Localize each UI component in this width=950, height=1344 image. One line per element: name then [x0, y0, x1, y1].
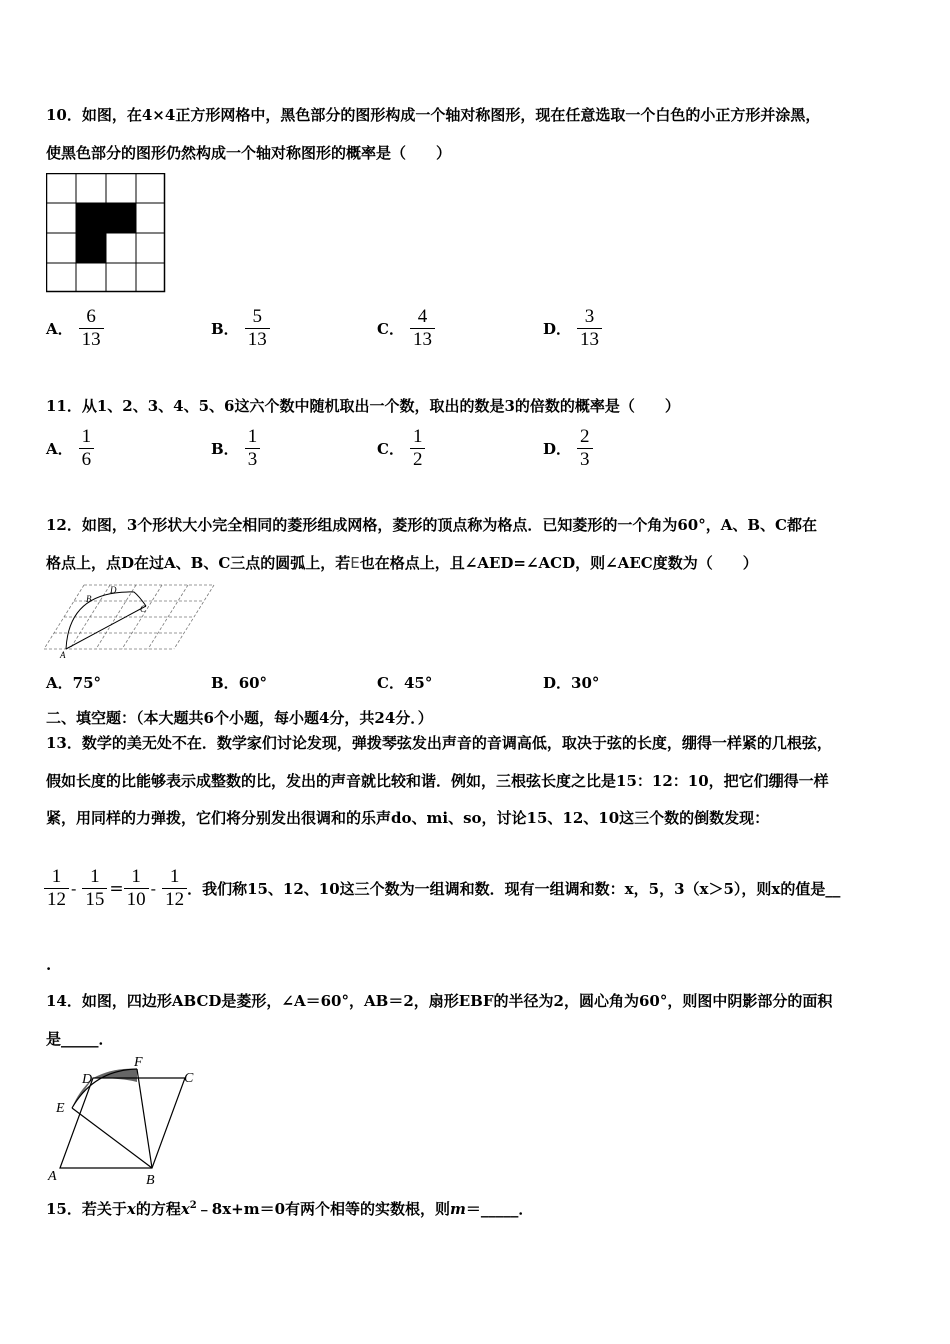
q12-option-d[interactable] — [543, 672, 599, 693]
option-label: B． — [211, 674, 239, 692]
q15-text-part: ﹣8x+m＝0有两个相等的实数根，则 — [196, 1200, 451, 1218]
option-label: C． — [377, 674, 404, 692]
q14-text-line2: 是_____． — [46, 1030, 114, 1048]
numerator: 1 — [51, 866, 62, 887]
numerator: 1 — [90, 866, 100, 887]
fraction — [410, 306, 435, 351]
q15-text-part: 的方程 — [135, 1200, 181, 1218]
q12-option-c[interactable] — [377, 672, 432, 693]
black-cell — [76, 233, 106, 263]
denominator: 13 — [410, 328, 435, 351]
q11-text-line1: 11．从1、2、3、4、5、6这六个数中随机取出一个数，取出的数是3的倍数的概率是（ ） — [46, 397, 680, 415]
fraction — [410, 426, 426, 471]
numerator: 1 — [169, 866, 180, 887]
label-d: D — [110, 585, 117, 595]
option-label: A． — [46, 440, 73, 458]
q15-text-part: 15．若关于 — [46, 1200, 127, 1218]
label-d: D — [82, 1072, 93, 1087]
q10-option-d[interactable] — [543, 306, 602, 351]
q12-option-a[interactable] — [46, 672, 101, 693]
point-e-label: E — [350, 554, 360, 572]
equals-sign: = — [109, 878, 124, 899]
variable-m: m — [450, 1200, 466, 1218]
minus-sign: - — [150, 879, 157, 898]
numerator: 5 — [252, 306, 262, 327]
denominator: 10 — [124, 888, 149, 911]
option-label: A． — [46, 674, 73, 692]
fraction — [44, 866, 69, 911]
label-b: B — [146, 1173, 155, 1187]
q12-rhombus-grid-figure — [44, 580, 219, 660]
denominator: 15 — [82, 888, 107, 911]
fraction — [245, 306, 270, 351]
denominator: 12 — [162, 888, 187, 911]
rhombus-abcd — [60, 1078, 185, 1168]
fraction — [124, 866, 149, 911]
q13-text-tail: ．我们称15、12、10这三个数为一组调和数．现有一组调和数：x，5，3（x＞5），则x的值是__ — [187, 880, 841, 898]
variable-x: x — [126, 1200, 136, 1218]
q13-text-line3: 紧，用同样的力弹拨，它们将分别发出很调和的乐声do、mi、so，讨论15、12、10这三个数的倒数发现： — [46, 809, 770, 827]
numerator: 6 — [86, 306, 96, 327]
denominator: 3 — [577, 448, 593, 471]
exponent: 2 — [189, 1200, 197, 1211]
q12-text-part: 也在格点上，且∠AED=∠ACD，则∠AEC度数为（ ） — [359, 554, 758, 572]
denominator: 13 — [245, 328, 270, 351]
q13-trailing-dot: . — [46, 956, 52, 974]
segment-bf — [137, 1069, 152, 1168]
black-cell — [76, 203, 106, 233]
segment-be — [72, 1108, 152, 1168]
q12-text-line2 — [46, 552, 758, 573]
q13-text-line1: 13．数学的美无处不在．数学家们讨论发现，弹拨琴弦发出声音的音调高低，取决于弦的长度，绷得一样紧的几根弦， — [46, 734, 832, 752]
label-f: F — [134, 1055, 143, 1070]
q10-option-a[interactable] — [46, 306, 104, 351]
q11-option-d[interactable] — [543, 426, 593, 471]
option-value: 30° — [571, 674, 600, 692]
fraction — [577, 306, 602, 351]
q12-text-part: 格点上，点D在过A、B、C三点的圆弧上，若 — [46, 554, 351, 572]
q14-text-line1: 14．如图，四边形ABCD是菱形，∠A＝60°，AB＝2，扇形EBF的半径为2，圆心角为60°，则图中阴影部分的面积 — [46, 992, 833, 1010]
label-b: B — [86, 594, 92, 604]
q12-option-b[interactable] — [211, 672, 267, 693]
q11-option-b[interactable] — [211, 426, 260, 471]
q10-text-line1: 10．如图，在4×4正方形网格中，黑色部分的图形构成一个轴对称图形，现在任意选取一个白色的小正方形并涂黑， — [46, 106, 821, 124]
option-label: C． — [377, 320, 404, 338]
fraction — [162, 866, 187, 911]
denominator: 6 — [79, 448, 95, 471]
option-label: D． — [543, 440, 572, 458]
fraction — [82, 866, 107, 911]
label-e: E — [56, 1101, 65, 1116]
q14-rhombus-sector-figure — [44, 1052, 214, 1187]
label-c: C — [184, 1071, 194, 1086]
numerator: 1 — [131, 866, 141, 887]
option-label: A． — [46, 320, 73, 338]
denominator: 13 — [577, 328, 602, 351]
minus-sign: - — [71, 879, 77, 898]
option-label: C． — [377, 440, 404, 458]
option-value: 60° — [238, 674, 268, 692]
option-label: B． — [211, 320, 239, 338]
fraction — [245, 426, 261, 471]
denominator: 12 — [44, 888, 69, 911]
option-label: D． — [543, 674, 572, 692]
q13-text-line2: 假如长度的比能够表示成整数的比，发出的声音就比较和谐．例如，三根弦长度之比是15：12：10，把它们绷得一样 — [46, 772, 829, 790]
arc-abc — [66, 592, 146, 649]
variable-x: x — [180, 1200, 190, 1218]
numerator: 1 — [81, 426, 92, 447]
q10-grid-figure — [46, 173, 166, 293]
grid-lines — [46, 173, 165, 292]
shaded-region-top — [93, 1069, 137, 1082]
q11-option-c[interactable] — [377, 426, 425, 471]
numerator: 4 — [417, 306, 428, 327]
q13-formula-line — [44, 866, 840, 911]
option-value: 75° — [72, 674, 102, 692]
denominator: 3 — [245, 448, 261, 471]
numerator: 2 — [580, 426, 590, 447]
q10-text-line2: 使黑色部分的图形仍然构成一个轴对称图形的概率是（ ） — [46, 144, 452, 162]
label-a: A — [60, 650, 66, 660]
option-label: B． — [211, 440, 239, 458]
numerator: 1 — [247, 426, 258, 447]
label-c: C — [140, 604, 147, 614]
label-a: A — [48, 1169, 57, 1184]
q15-text-part: ＝_____． — [465, 1200, 534, 1218]
numerator: 3 — [584, 306, 595, 327]
option-label: D． — [543, 320, 572, 338]
fraction — [79, 306, 104, 351]
denominator: 13 — [79, 328, 104, 351]
q10-option-b[interactable] — [211, 306, 270, 351]
option-value: 45° — [403, 674, 433, 692]
fraction — [79, 426, 95, 471]
q10-option-c[interactable] — [377, 306, 435, 351]
q11-option-a[interactable] — [46, 426, 94, 471]
section-heading: 二、填空题：（本大题共6个小题，每小题4分，共24分．） — [46, 709, 433, 727]
black-cell — [106, 203, 136, 233]
fraction — [577, 426, 593, 471]
numerator: 1 — [412, 426, 423, 447]
q15-text-line1 — [46, 1198, 533, 1219]
q12-text-line1: 12．如图，3个形状大小完全相同的菱形组成网格，菱形的顶点称为格点．已知菱形的一个角为60°，A、B、C都在 — [46, 516, 817, 534]
dashed-grid — [44, 585, 214, 649]
denominator: 2 — [410, 448, 426, 471]
